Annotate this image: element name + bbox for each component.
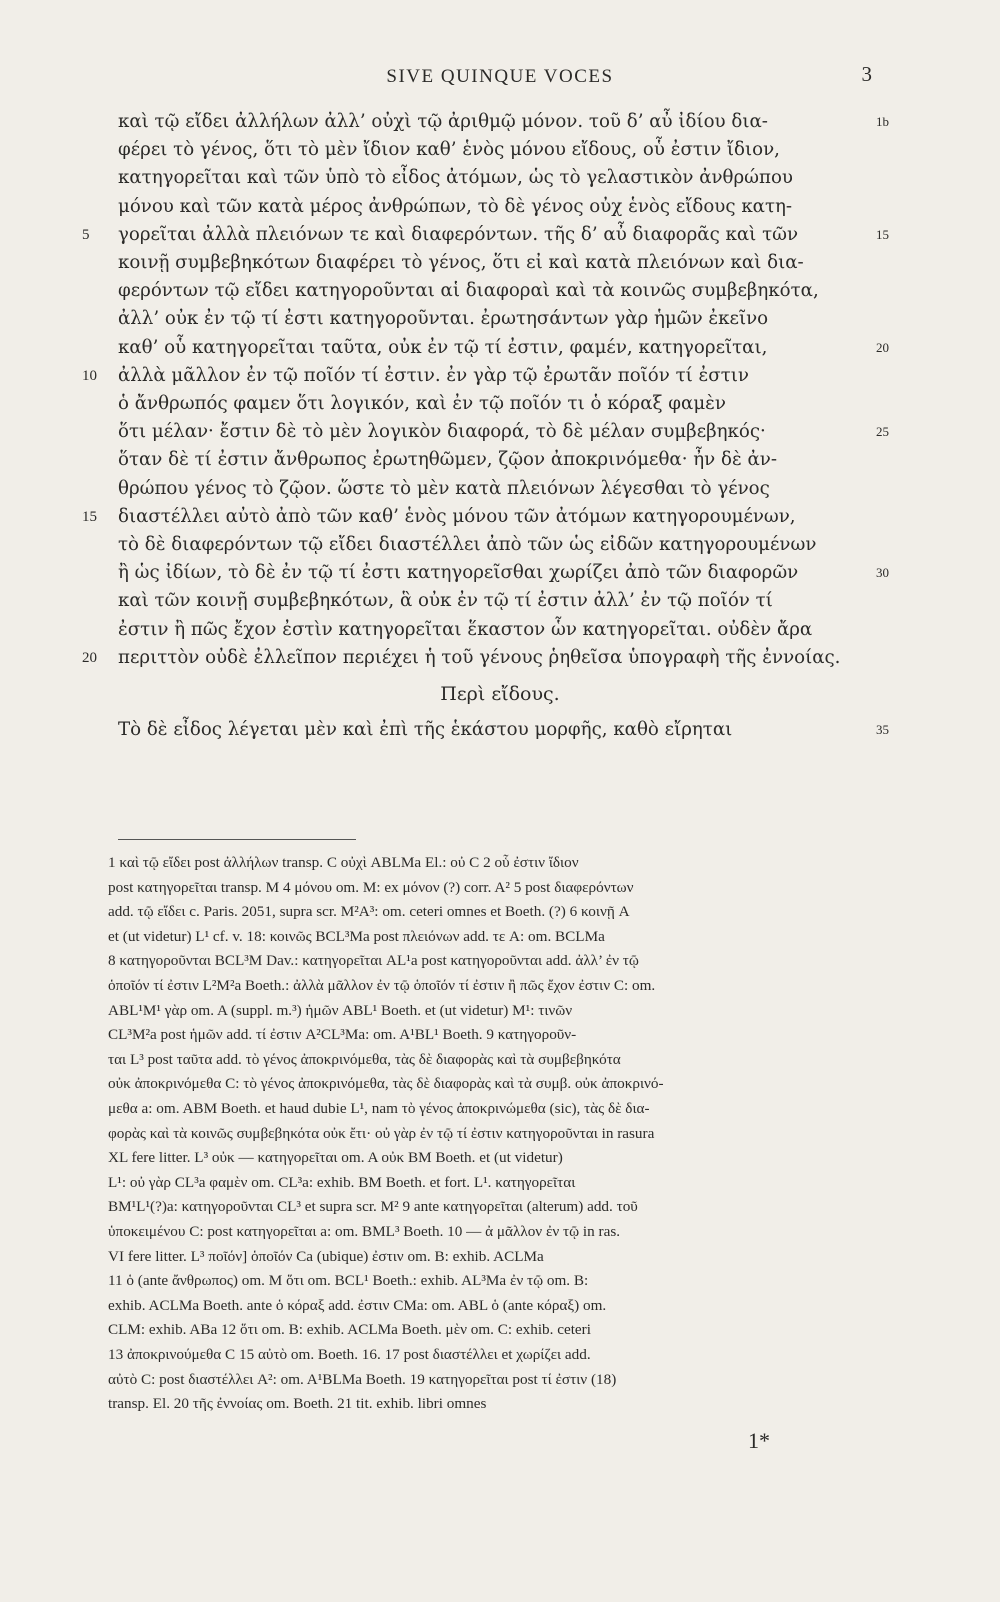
text-line <box>0 418 1000 446</box>
apparatus-line: exhib. ACLMa Boeth. ante ὁ κόραξ add. ἐστιν CMa: om. ABL ὁ (ante κόραξ) om. <box>108 1296 607 1314</box>
text-line-content: ὅταν δὲ τί ἐστιν ἄνθρωπος ἐρωτηθῶμεν, ζῷον ἀποκρινόμεθα· ἦν δὲ ἀν- <box>118 449 777 471</box>
signature-mark: 1* <box>748 1428 770 1453</box>
text-line <box>0 644 1000 672</box>
text-line-content: καθ’ οὗ κατηγορεῖται ταῦτα, οὐκ ἐν τῷ τί ἐστιν, φαμέν, κατηγορεῖται, <box>118 336 768 358</box>
marginal-reference: 30 <box>876 565 889 581</box>
apparatus-line: ὁποῖόν τί ἐστιν L²M²a Boeth.: ἀλλὰ μᾶλλον ἐν τῷ ὁποῖόν τί ἐστιν ἢ πῶς ἔχον ἐστιν C: om. <box>108 977 656 994</box>
section-heading: Περὶ εἴδους. <box>440 683 560 705</box>
text-line <box>0 334 1000 362</box>
apparatus-line: CL³M²a post ἡμῶν add. τί ἐστιν A²CL³Ma: om. A¹BL¹ Boeth. 9 κατηγοροῦν- <box>108 1026 577 1044</box>
text-line-content: ἢ ὡς ἰδίων, τὸ δὲ ἐν τῷ τί ἐστι κατηγορεῖσθαι χωρίζει ἀπὸ τῶν διαφορῶν <box>118 562 799 584</box>
apparatus-line: transp. El. 20 τῆς ἐννοίας om. Boeth. 21 tit. exhib. libri omnes <box>108 1395 487 1413</box>
text-line-content: καὶ τῷ εἴδει ἀλλήλων ἀλλ’ οὐχὶ τῷ ἀριθμῷ μόνον. τοῦ δ’ αὖ ἰδίου δια- <box>118 111 768 132</box>
apparatus-line: ὑποκειμένου C: post κατηγορεῖται a: om. BML³ Boeth. 10 — ἀ μᾶλλον ἐν τῷ in ras. <box>108 1223 621 1240</box>
text-line-content: κατηγορεῖται καὶ τῶν ὑπὸ τὸ εἶδος ἀτόμων, ὡς τὸ γελαστικὸν ἀνθρώπου <box>118 167 793 189</box>
text-line <box>0 616 1000 644</box>
text-line-content: φέρει τὸ γένος, ὅτι τὸ μὲν ἴδιον καθ’ ἑνὸς μόνου εἴδους, οὗ ἐστιν ἴδιον, <box>118 139 780 161</box>
text-line-content: τὸ δὲ διαφερόντων τῷ εἴδει διαστέλλει ἀπὸ τῶν ὡς εἰδῶν κατηγορουμένων <box>118 534 817 555</box>
text-line <box>0 587 1000 615</box>
line-number: 5 <box>82 226 90 243</box>
text-line <box>0 277 1000 305</box>
apparatus-line: BM¹L¹(?)a: κατηγοροῦνται CL³ et supra scr. M² 9 ante κατηγορεῖται (alterum) add. τοῦ <box>108 1198 638 1216</box>
text-line-content: ὁ ἄνθρωπός φαμεν ὅτι λογικόν, καὶ ἐν τῷ ποῖόν τι ὁ κόραξ φαμὲν <box>118 393 726 414</box>
line-number: 15 <box>82 508 97 525</box>
footnote-rule <box>118 839 356 840</box>
text-line <box>0 136 1000 164</box>
apparatus-line: XL fere litter. L³ οὐκ — κατηγορεῖται om. A οὐκ BM Boeth. et (ut videtur) <box>108 1149 563 1167</box>
text-line-content: περιττὸν οὐδὲ ἐλλεῖπον περιέχει ἡ τοῦ γένους ῥηθεῖσα ὑπογραφὴ τῆς ἐννοίας. <box>118 646 841 668</box>
text-line <box>0 716 1000 744</box>
text-line-content: φερόντων τῷ εἴδει κατηγοροῦνται αἱ διαφοραὶ καὶ τὰ κοινῶς συμβεβηκότα, <box>118 280 819 302</box>
apparatus-line: ται L³ post ταῦτα add. τὸ γένος ἀποκρινόμεθα, τὰς δὲ διαφορὰς καὶ τὰ συμβεβηκότα <box>108 1050 621 1068</box>
text-line-content: ὅτι μέλαν· ἔστιν δὲ τὸ μὲν λογικὸν διαφορά, τὸ δὲ μέλαν συμβεβηκός· <box>118 421 766 443</box>
apparatus-line: μεθα a: om. ABM Boeth. et haud dubie L¹, nam τὸ γένος ἀποκρινώμεθα (sic), τὰς δὲ δια- <box>108 1100 650 1117</box>
marginal-reference: 15 <box>876 226 889 242</box>
line-number: 20 <box>82 649 97 666</box>
text-line-content: ἀλλὰ μᾶλλον ἐν τῷ ποῖόν τί ἐστιν. ἐν γὰρ τῷ ἐρωτᾶν ποῖόν τί ἐστιν <box>118 364 749 386</box>
text-line <box>0 221 1000 249</box>
text-line <box>0 531 1000 559</box>
text-line <box>0 305 1000 333</box>
marginal-reference: 1b <box>876 114 889 129</box>
text-line-content: θρώπου γένος τὸ ζῷον. ὥστε τὸ μὲν κατὰ πλειόνων λέγεσθαι τὸ γένος <box>118 477 770 499</box>
text-line <box>0 249 1000 277</box>
apparatus-line: 11 ὁ (ante ἄνθρωπος) om. M ὅτι om. BCL¹ Boeth.: exhib. AL³Ma ἐν τῷ om. B: <box>108 1272 589 1290</box>
apparatus-line: add. τῷ εἴδει c. Paris. 2051, supra scr. M²A³: om. ceteri omnes et Boeth. (?) 6 κοινῇ A <box>108 903 630 921</box>
apparatus-line: VI fere litter. L³ ποῖόν] ὁποῖόν Ca (ubique) ἐστιν om. B: exhib. ACLMa <box>108 1247 544 1265</box>
text-line-content: καὶ τῶν κοινῇ συμβεβηκότων, ἃ οὐκ ἐν τῷ τί ἐστιν ἀλλ’ ἐν τῷ ποῖόν τί <box>118 590 773 612</box>
apparatus-line: L¹: οὐ γὰρ CL³a φαμὲν om. CL³a: exhib. BM Boeth. et fort. L¹. κατηγορεῖται <box>108 1173 576 1191</box>
apparatus-line: φορὰς καὶ τὰ κοινῶς συμβεβηκότα οὐκ ἔτι· οὐ γὰρ ἐν τῷ τί ἐστιν κατηγοροῦνται in rasura <box>108 1124 655 1142</box>
running-head: SIVE QUINQUE VOCES <box>386 66 614 87</box>
text-line <box>0 193 1000 221</box>
text-line-content: Τὸ δὲ εἶδος λέγεται μὲν καὶ ἐπὶ τῆς ἑκάστου μορφῆς, καθὸ εἴρηται <box>118 719 733 740</box>
apparatus-line: οὐκ ἀποκρινόμεθα C: τὸ γένος ἀποκρινόμεθα, τὰς δὲ διαφορὰς καὶ τὰ συμβ. οὐκ ἀποκρινό- <box>108 1075 664 1093</box>
apparatus-line: post κατηγορεῖται transp. M 4 μόνου om. M: ex μόνον (?) corr. A² 5 post διαφερόντων <box>108 878 634 896</box>
text-line-content: ἀλλ’ οὐκ ἐν τῷ τί ἐστι κατηγοροῦνται. ἐρωτησάντων γὰρ ἡμῶν ἐκεῖνο <box>118 308 769 330</box>
text-line <box>0 503 1000 531</box>
apparatus-line: 13 ἀποκρινούμεθα C 15 αὐτὸ om. Boeth. 16. 17 post διαστέλλει et χωρίζει add. <box>108 1346 591 1363</box>
text-line <box>0 475 1000 503</box>
line-number: 10 <box>82 367 97 384</box>
page-number: 3 <box>861 62 872 86</box>
text-line <box>0 559 1000 587</box>
text-line <box>0 108 1000 136</box>
marginal-reference: 35 <box>876 722 889 737</box>
apparatus-line: et (ut videtur) L¹ cf. v. 18: κοινῶς BCL³Ma post πλειόνων add. τε A: om. BCLMa <box>108 927 605 945</box>
text-line-content: γορεῖται ἀλλὰ πλειόνων τε καὶ διαφερόντων. τῆς δ’ αὖ διαφορᾶς καὶ τῶν <box>118 223 799 245</box>
text-line-content: διαστέλλει αὐτὸ ἀπὸ τῶν καθ’ ἑνὸς μόνου τῶν ἀτόμων κατηγορουμένων, <box>118 505 796 527</box>
text-line-content: ἐστιν ἢ πῶς ἔχον ἐστὶν κατηγορεῖται ἕκαστον ὧν κατηγορεῖται. οὐδὲν ἄρα <box>118 618 813 640</box>
page-header <box>0 62 1000 92</box>
marginal-reference: 20 <box>876 339 889 355</box>
apparatus-line: αὐτὸ C: post διαστέλλει A²: om. A¹BLMa Boeth. 19 κατηγορεῖται post τί ἐστιν (18) <box>108 1370 617 1388</box>
text-line <box>0 164 1000 192</box>
apparatus-line: 1 καὶ τῷ εἴδει post ἀλλήλων transp. C οὐχὶ ABLMa El.: οὐ C 2 οὗ ἐστιν ἴδιον <box>108 854 579 871</box>
text-line <box>0 362 1000 390</box>
text-line-content: κοινῇ συμβεβηκότων διαφέρει τὸ γένος, ὅτι εἰ καὶ κατὰ πλειόνων καὶ δια- <box>118 252 804 273</box>
apparatus-line: 8 κατηγοροῦνται BCL³M Dav.: κατηγορεῖται AL¹a post κατηγοροῦνται add. ἀλλ’ ἐν τῷ <box>108 952 639 970</box>
text-line <box>0 390 1000 418</box>
marginal-reference: 25 <box>876 424 889 440</box>
apparatus-line: CLM: exhib. ABa 12 ὅτι om. B: exhib. ACLMa Boeth. μὲν om. C: exhib. ceteri <box>108 1321 591 1339</box>
text-line <box>0 446 1000 474</box>
text-line-content: μόνου καὶ τῶν κατὰ μέρος ἀνθρώπων, τὸ δὲ γένος οὐχ ἑνὸς εἴδους κατη- <box>118 195 793 217</box>
apparatus-line: ABL¹M¹ γὰρ om. A (suppl. m.³) ἡμῶν ABL¹ Boeth. et (ut videtur) M¹: τινῶν <box>108 1001 573 1019</box>
